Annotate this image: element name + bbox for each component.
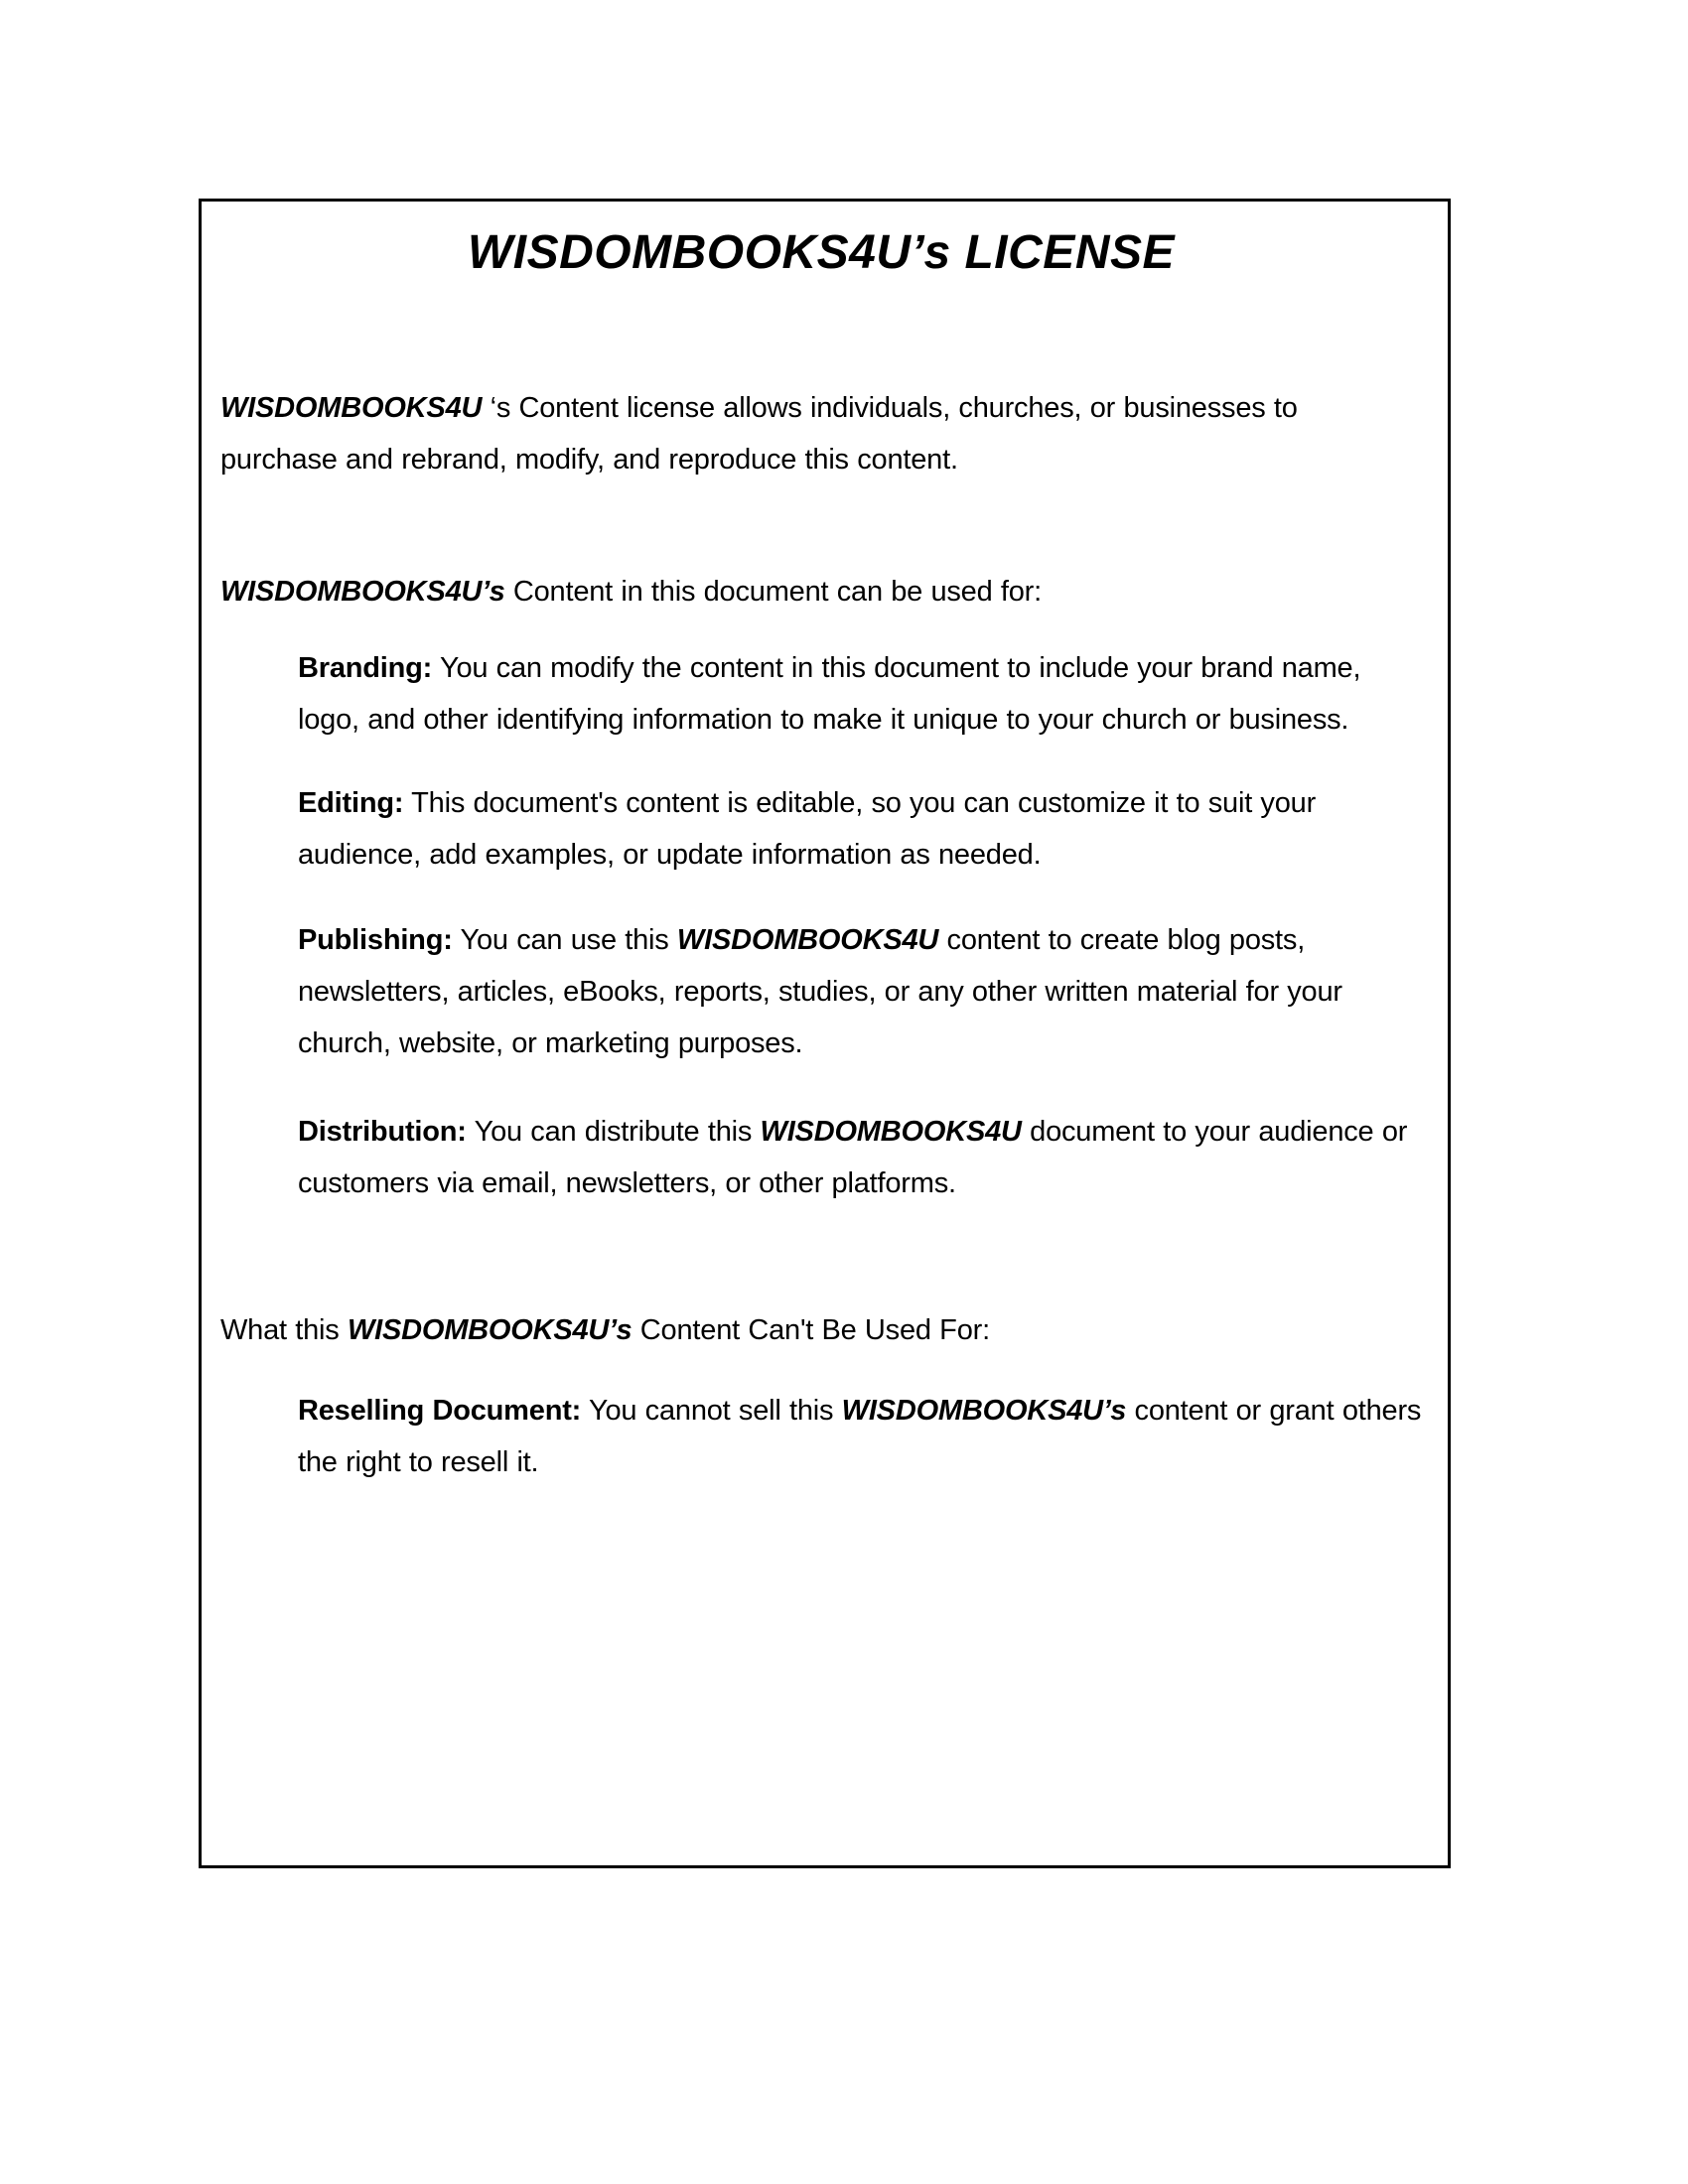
restricted-heading-before: What this	[220, 1314, 348, 1346]
reselling-text-before: You cannot sell this	[581, 1395, 842, 1427]
license-border-box	[199, 199, 1451, 1868]
reselling-label: Reselling Document:	[298, 1395, 582, 1427]
reselling-item	[298, 1385, 1422, 1488]
brand-name: WISDOMBOOKS4U’s	[841, 1395, 1127, 1427]
brand-name: WISDOMBOOKS4U’s	[347, 1314, 633, 1346]
publishing-item	[298, 914, 1422, 1069]
permitted-heading-text: Content in this document can be used for:	[504, 576, 1042, 608]
page-title: WISDOMBOOKS4U’s LICENSE	[467, 226, 1176, 279]
license-content	[202, 217, 1448, 1488]
distribution-text-after: document to your audience or customers via email, newsletters, or other platforms.	[298, 1116, 1408, 1199]
intro-text: ‘s Content license allows individuals, churches, or businesses to purchase and rebrand, modify, and reproduce this content.	[220, 392, 1298, 476]
brand-name: WISDOMBOOKS4U’s	[220, 576, 505, 608]
editing-item	[298, 777, 1422, 881]
publishing-text-before: You can use this	[452, 924, 677, 956]
restricted-heading-text: Content Can't Be Used For:	[632, 1314, 990, 1346]
permitted-section-heading	[220, 566, 1422, 617]
publishing-text-after: content to create blog posts, newsletters, articles, eBooks, reports, studies, or any other written material for your church, website, or marketing purposes.	[298, 924, 1342, 1059]
restricted-section-heading	[220, 1304, 1422, 1356]
branding-text: You can modify the content in this document to include your brand name, logo, and other identifying information to make it unique to your church or business.	[298, 652, 1361, 736]
distribution-item	[298, 1106, 1422, 1209]
reselling-text-after: content or grant others the right to resell it.	[298, 1395, 1422, 1478]
distribution-label: Distribution:	[298, 1116, 467, 1148]
brand-name: WISDOMBOOKS4U	[220, 392, 483, 424]
brand-name: WISDOMBOOKS4U	[676, 924, 939, 956]
brand-name: WISDOMBOOKS4U	[760, 1116, 1022, 1148]
editing-text: This document's content is editable, so you can customize it to suit your audience, add examples, or update information as needed.	[298, 787, 1317, 871]
branding-label: Branding:	[298, 652, 433, 684]
branding-item	[298, 642, 1422, 746]
distribution-text-before: You can distribute this	[466, 1116, 761, 1148]
publishing-label: Publishing:	[298, 924, 453, 956]
intro-paragraph	[220, 382, 1422, 485]
editing-label: Editing:	[298, 787, 404, 819]
